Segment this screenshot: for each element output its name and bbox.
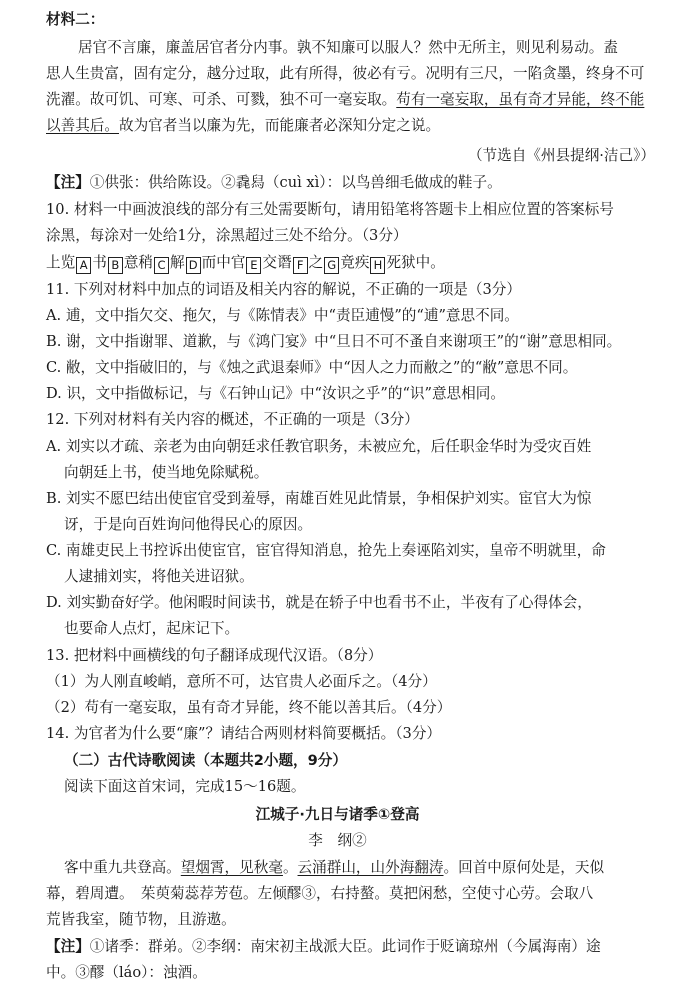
underlined-sentence-part-1: 苟有一毫妄取，虽有奇才异能，终不能: [396, 91, 645, 108]
poem-note-line-1: [46, 937, 601, 957]
q10-seg-2: 意稍: [123, 254, 154, 271]
poem-line-2: 幕，碧周遭。 茱萸菊蕊荐芳苞。左倾醪③，右持螯。莫把闲愁，空使寸心劳。会取八: [46, 885, 594, 902]
poetry-section-heading: （二）古代诗歌阅读（本题共2小题，9分）: [64, 752, 347, 769]
q10-seg-5: 交谮: [262, 254, 292, 271]
answer-box-f: F: [293, 257, 308, 274]
q10-seg-1: 书: [92, 254, 107, 271]
poem-line-1-b: 。: [282, 859, 298, 876]
poem-underlined-1: 望烟霄，见秋毫: [180, 859, 283, 876]
underlined-sentence-part-2: 以善其后。: [46, 117, 119, 134]
answer-box-d: D: [186, 257, 201, 274]
poetry-intro: 阅读下面这首宋词，完成15～16题。: [64, 778, 306, 795]
poem-underlined-2: 云涌群山，山外海翻涛: [297, 859, 444, 876]
material2-line-1: 居官不言廉，廉盖居官者分内事。孰不知廉可以服人？然中无所主，则见利易动。盍: [78, 39, 618, 56]
q12-option-c-line-1: C. 南雄吏民上书控诉出使宦官，宦官得知消息，抢先上奏诬陷刘实，皇帝不明就里，命: [46, 542, 606, 559]
material2-heading: 材料二：: [46, 11, 105, 28]
material2-line-4: [46, 116, 440, 136]
poem-author: 李 纲②: [308, 832, 367, 849]
q10-seg-4: 而中官: [201, 254, 246, 271]
note-text: ①供张：供给陈设。②毳舄（cuì xì）：以鸟兽细毛做成的鞋子。: [89, 174, 502, 191]
answer-box-c: C: [154, 257, 169, 274]
material2-line-3-text: 洗濯。故可饥、可寒、可杀、可戮，独不可一毫妄取。: [46, 91, 397, 108]
poem-line-1-a: 客中重九共登高。: [64, 859, 181, 876]
poem-line-1: [64, 858, 604, 878]
q10-seg-8: 死狱中。: [386, 254, 445, 271]
poem-note-line-2: 中。③醪（láo）：浊酒。: [46, 964, 207, 981]
poem-note-label: 【注】: [46, 938, 90, 955]
material2-line-4-text: 故为官者当以廉为先，而能廉者必深知分定之说。: [118, 117, 441, 134]
q11-stem: 11. 下列对材料中加点的词语及相关内容的解说，不正确的一项是（3分）: [46, 281, 521, 298]
q12-option-a-line-1: A. 刘实以才疏、亲老为由向朝廷求任教官职务，未被应允，后任职金华时为受灾百姓: [46, 438, 592, 455]
q14-stem: 14. 为官者为什么要“廉”？请结合两则材料简要概括。（3分）: [46, 725, 442, 742]
answer-box-h: H: [370, 257, 385, 274]
material2-source: （节选自《州县提纲·洁己》）: [467, 147, 655, 164]
q11-option-c: C. 敝，文中指破旧的，与《烛之武退秦师》中“因人之力而敝之”的“敝”意思不同。: [46, 359, 578, 376]
q10-seg-7: 竟疾: [340, 254, 370, 271]
q12-option-a-line-2: 向朝廷上书，使当地免除赋税。: [64, 464, 269, 481]
answer-box-b: B: [108, 257, 123, 274]
q10-seg-0: 上览: [46, 254, 76, 271]
q13-sentence-1: （1）为人刚直峻峭，意所不可，达官贵人必面斥之。（4分）: [46, 673, 437, 690]
q12-option-b-line-2: 讶，于是向百姓询问他得民心的原因。: [64, 516, 313, 533]
q10-seg-6: 之: [308, 254, 324, 271]
answer-box-g: G: [324, 257, 339, 274]
q10-sentence: [46, 253, 445, 274]
q11-option-a: A. 逋，文中指欠交、拖欠，与《陈情表》中“责臣逋慢”的“逋”意思不同。: [46, 307, 519, 324]
q13-stem: 13. 把材料中画横线的句子翻译成现代汉语。（8分）: [46, 647, 383, 664]
q12-option-d-line-2: 也要命人点灯，起床记下。: [64, 620, 240, 637]
q12-option-b-line-1: B. 刘实不愿巴结出使宦官受到羞辱，南雄百姓见此情景，争相保护刘实。宦官大为惊: [46, 490, 592, 507]
poem-line-3: 荒皆我室，随节物，且游遨。: [46, 911, 236, 928]
poem-note-text-1: ①诸季：群弟。②李纲：南宋初主战派大臣。此词作于贬谪琼州（今属海南）途: [89, 938, 601, 955]
answer-box-e: E: [246, 257, 261, 274]
note-label: 【注】: [46, 174, 90, 191]
q12-option-c-line-2: 人逮捕刘实，将他关进诏狱。: [64, 568, 254, 585]
poem-line-1-c: 。回首中原何处是，天似: [443, 859, 605, 876]
q11-option-d: D. 识，文中指做标记，与《石钟山记》中“汝识之乎”的“识”意思相同。: [46, 385, 505, 402]
material2-line-3: [46, 90, 644, 110]
q11-option-b: B. 谢，文中指谢罪、道歉，与《鸿门宴》中“旦日不可不蚤自来谢项王”的“谢”意思相同。: [46, 333, 622, 350]
material2-note: [46, 173, 502, 193]
q12-stem: 12. 下列对材料有关内容的概述，不正确的一项是（3分）: [46, 411, 419, 428]
q12-option-d-line-1: D. 刘实勤奋好学。他闲暇时间读书，就是在轿子中也看书不止，半夜有了心得体会，: [46, 594, 592, 611]
q10-stem-line-2: 涂黑，每涂对一处给1分，涂黑超过三处不给分。（3分）: [46, 227, 408, 244]
material2-line-2: 思人生贵富，固有定分，越分过取，此有所得，彼必有亏。况明有三尺，一陷贪墨，终身不可: [46, 65, 645, 82]
q10-stem-line-1: 10. 材料一中画波浪线的部分有三处需要断句，请用铅笔将答题卡上相应位置的答案标号: [46, 201, 614, 218]
answer-box-a: A: [76, 257, 91, 274]
q10-seg-3: 解: [170, 254, 185, 271]
q13-sentence-2: （2）苟有一毫妄取，虽有奇才异能，终不能以善其后。（4分）: [46, 699, 452, 716]
poem-title: 江城子·九日与诸季①登高: [255, 806, 420, 823]
